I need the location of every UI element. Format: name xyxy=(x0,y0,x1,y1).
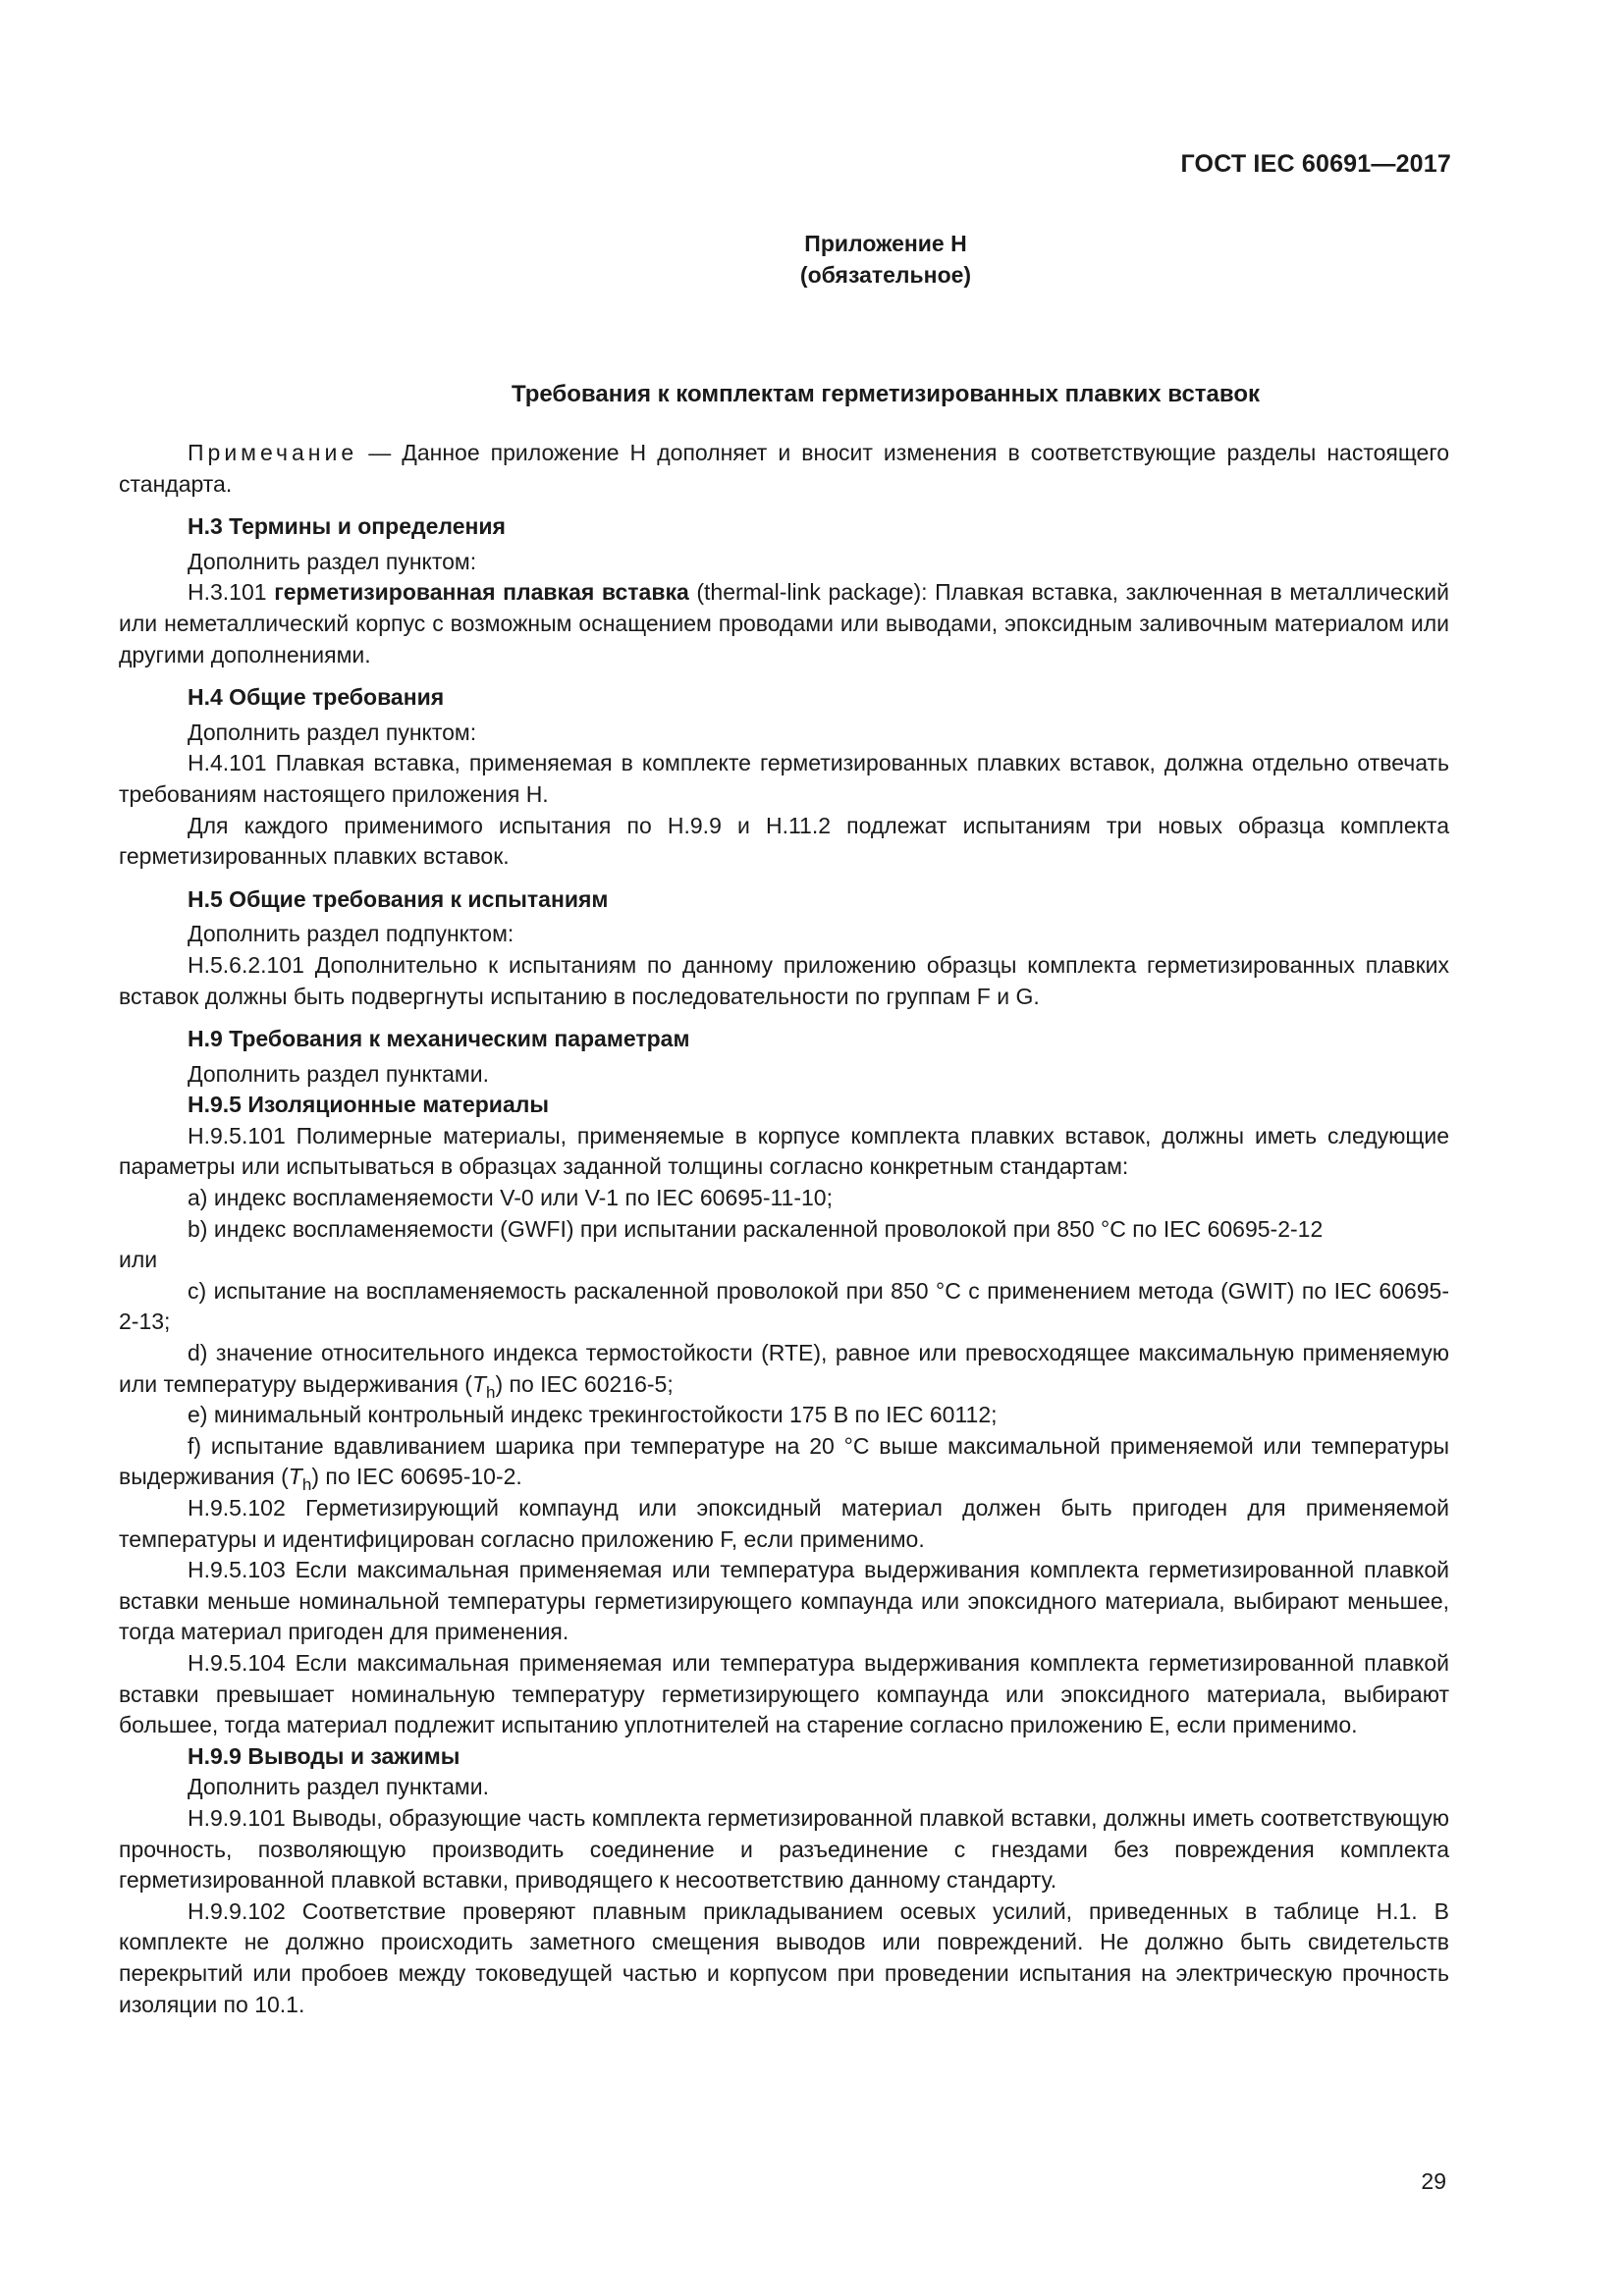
section-heading-h4: Н.4 Общие требования xyxy=(188,684,445,711)
annex-title: Приложение Н xyxy=(804,231,967,256)
clause-h5-6-2-101: Н.5.6.2.101 Дополнительно к испытаниям по данному приложению образцы комплекта герметизированных плавких вставок должны быть подвергнуты испытанию в последовательности по группам F и G. xyxy=(119,951,1449,1009)
list-item-e: е) минимальный контрольный индекс трекингостойкости 175 В по IEC 60112; xyxy=(188,1402,998,1428)
document-body xyxy=(119,438,1449,2020)
list-item-b-or: или xyxy=(119,1247,158,1273)
annex-header xyxy=(0,228,1624,291)
section-intro-h4: Дополнить раздел пунктом: xyxy=(188,719,477,745)
clause-h9-5-103: Н.9.5.103 Если максимальная применяемая или температура выдерживания комплекта герметизированной плавкой вставки меньше номинальной температуры герметизирующего компаунда или эпоксидного материала, выбирают меньшее, тогда материал пригоден для применения. xyxy=(119,1557,1449,1645)
list-item-f-text: f) испытание вдавливанием шарика при температуре на 20 °С выше максимальной применяемой или температуры выдерживания ( xyxy=(119,1432,1449,1490)
annex-status: (обязательное) xyxy=(799,262,972,288)
section-intro-h9-9: Дополнить раздел пунктами. xyxy=(188,1774,489,1800)
annex-main-title-text: Требования к комплектам герметизированных плавких вставок xyxy=(511,381,1261,407)
section-heading-h9: Н.9 Требования к механическим параметрам xyxy=(188,1026,690,1052)
clause-h9-5-101: Н.9.5.101 Полимерные материалы, применяемые в корпусе комплекта плавких вставок, должны иметь следующие параметры или испытываться в образцах заданной толщины согласно конкретным стандартам: xyxy=(119,1122,1449,1180)
definition-number: Н.3.101 xyxy=(188,579,275,606)
section-intro-h9: Дополнить раздел пунктами. xyxy=(188,1060,489,1087)
definition-paragraph xyxy=(119,577,1449,670)
definition-text: (thermal-link package): Плавкая вставка, заключенная в металлический или неметаллический корпус с возможным оснащением проводами или выводами, эпоксидным заливочным материалом или другими дополнениями. xyxy=(119,579,1449,667)
symbol-t: T xyxy=(288,1464,302,1490)
list-item-a: а) индекс воспламеняемости V-0 или V-1 по IEC 60695-11-10; xyxy=(188,1185,833,1211)
section-intro-h3: Дополнить раздел пунктом: xyxy=(188,548,477,574)
note-label: Примечание xyxy=(188,440,358,465)
section-intro-h5: Дополнить раздел подпунктом: xyxy=(188,921,514,947)
symbol-subscript-h: h xyxy=(301,1475,312,1495)
symbol-subscript-h: h xyxy=(486,1382,496,1402)
clause-h9-5-102: Н.9.5.102 Герметизирующий компаунд или эпоксидный материал должен быть пригоден для применяемой температуры и идентифицирован согласно приложению F, если применимо. xyxy=(119,1495,1449,1552)
subsection-heading-h9-5: Н.9.5 Изоляционные материалы xyxy=(188,1092,549,1118)
definition-term: герметизированная плавкая вставка xyxy=(274,579,689,606)
clause-h4-tests: Для каждого применимого испытания по Н.9.9 и Н.11.2 подлежат испытаниям три новых образца комплекта герметизированных плавких вставок. xyxy=(119,812,1449,870)
symbol-t: T xyxy=(471,1370,487,1397)
list-item-c: с) испытание на воспламеняемость раскаленной проволокой при 850 °С с применением метода (GWIT) по IEC 60695-2-13; xyxy=(119,1277,1449,1335)
section-heading-h3: Н.3 Термины и определения xyxy=(188,513,506,540)
list-item-f xyxy=(119,1431,1449,1493)
note-paragraph xyxy=(119,438,1449,500)
list-item-d-text: d) значение относительного индекса термостойкости (RTE), равное или превосходящее максимальную применяемую или температуру выдерживания ( xyxy=(119,1340,1449,1397)
clause-h9-9-101: Н.9.9.101 Выводы, образующие часть комплекта герметизированной плавкой вставки, должны иметь соответствующую прочность, позволяющую производить соединение и разъединение с гнездами без повреждения комплекта герметизированной плавкой вставки, приводящего к несоответствию данному стандарту. xyxy=(119,1804,1449,1894)
note-text: — Данное приложение Н дополняет и вносит изменения в соответствующие разделы настоящего стандарта. xyxy=(119,440,1449,497)
list-item-d xyxy=(119,1338,1449,1400)
subsection-heading-h9-9: Н.9.9 Выводы и зажимы xyxy=(188,1742,460,1769)
list-item-b: b) индекс воспламеняемости (GWFI) при испытании раскаленной проволокой при 850 °С по IEC 60695-2-12 xyxy=(188,1215,1324,1242)
section-heading-h5: Н.5 Общие требования к испытаниям xyxy=(188,885,609,912)
page-number: 29 xyxy=(1421,2168,1446,2194)
list-item-d-end: ) по IEC 60216-5; xyxy=(495,1370,674,1397)
list-item-f-end: ) по IEC 60695-10-2. xyxy=(311,1464,522,1490)
document-code: ГОСТ IEC 60691—2017 xyxy=(1180,150,1451,178)
clause-h9-9-102: Н.9.9.102 Соответствие проверяют плавным прикладыванием осевых усилий, приведенных в таблице Н.1. В комплекте не должно происходить заметного смещения выводов или повреждений. Не должно быть свидетельств перекрытий или пробоев между токоведущей частью и корпусом при проведении испытания на электрическую прочность изоляции по 10.1. xyxy=(119,1897,1449,2017)
clause-h9-5-104: Н.9.5.104 Если максимальная применяемая или температура выдерживания комплекта герметизированной плавкой вставки превышает номинальную температуру герметизирующего компаунда или эпоксидного материала, выбирают большее, тогда материал подлежит испытанию уплотнителей на старение согласно приложению Е, если применимо. xyxy=(119,1649,1449,1738)
annex-main-title xyxy=(0,379,1624,410)
clause-h4-101: Н.4.101 Плавкая вставка, применяемая в комплекте герметизированных плавких вставок, должна отдельно отвечать требованиям настоящего приложения Н. xyxy=(119,750,1449,807)
